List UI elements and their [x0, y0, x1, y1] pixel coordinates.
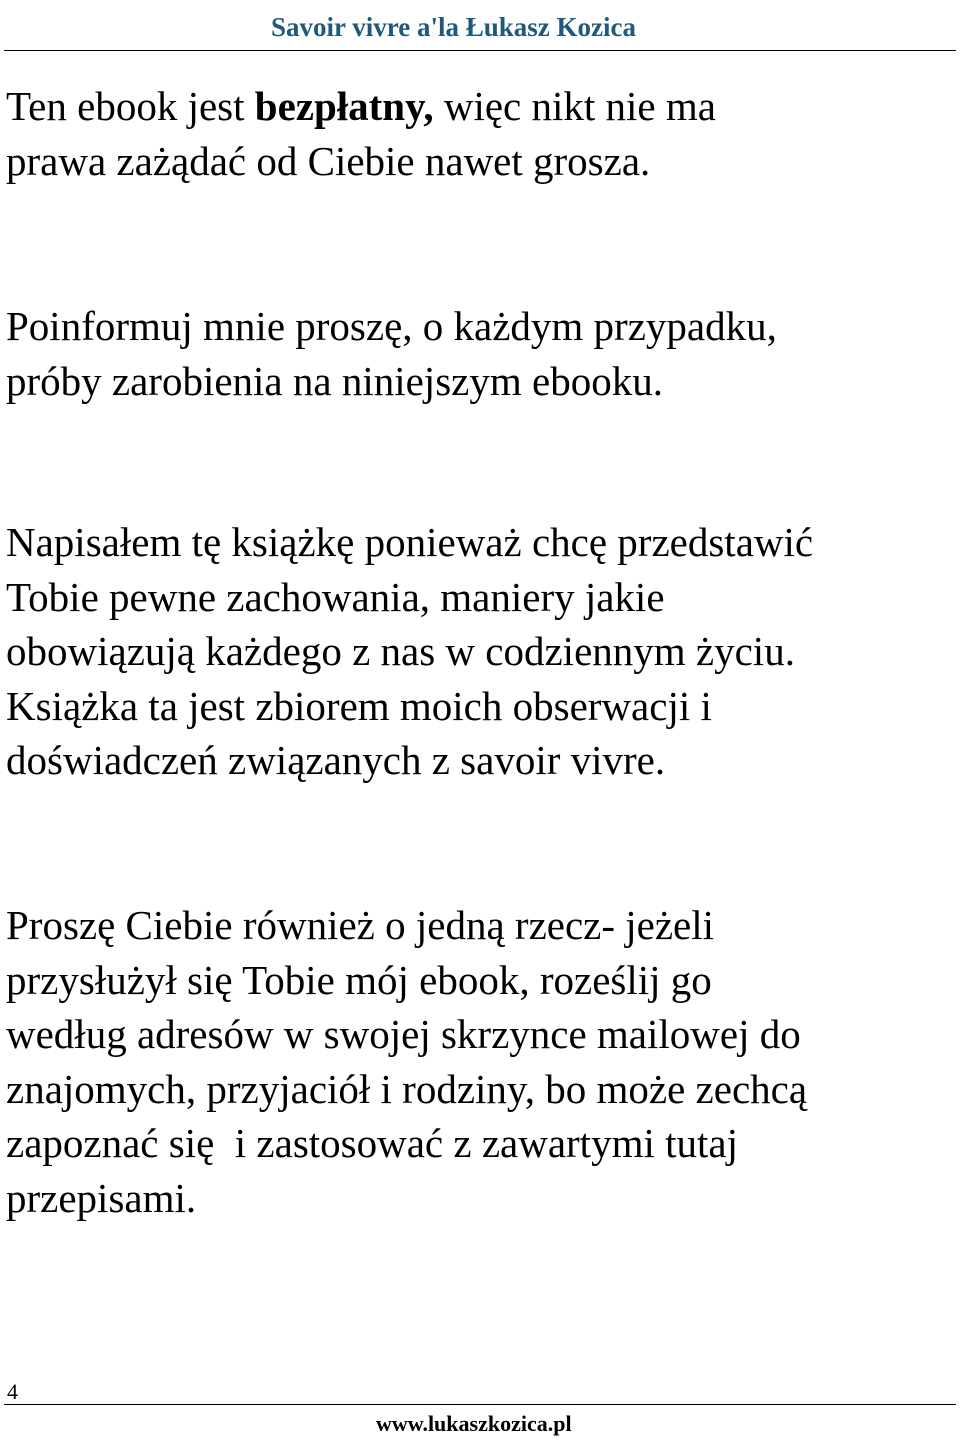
paragraph-line: przysłużył się Tobie mój ebook, roześlij go: [6, 956, 712, 1003]
paragraph-line: według adresów w swojej skrzynce mailowej do: [6, 1011, 801, 1057]
paragraph-free-ebook: [6, 79, 716, 188]
paragraph-line: Tobie pewne zachowania, maniery jakie: [6, 573, 665, 620]
text-run: Ten ebook jest: [6, 83, 255, 129]
header-title: Savoir vivre a'la Łukasz Kozica: [271, 12, 637, 42]
paragraph-purpose: [6, 515, 813, 788]
paragraph-line: obowiązują każdego z nas w codziennym życiu.: [6, 628, 795, 674]
page-footer: [4, 1404, 956, 1443]
page-number: 4: [7, 1379, 18, 1404]
paragraph-line: doświadczeń związanych z savoir vivre.: [6, 737, 666, 783]
paragraph-request: [6, 898, 807, 1225]
paragraph-line: zapoznać się i zastosować z zawartymi tutaj: [6, 1120, 738, 1166]
paragraph-line: Proszę Ciebie również o jedną rzecz- jeżeli: [6, 902, 715, 948]
page-header: [4, 0, 956, 51]
paragraph-notify: [6, 299, 777, 408]
paragraph-line: Napisałem tę książkę ponieważ chcę przedstawić: [6, 519, 814, 565]
paragraph-line: Książka ta jest zbiorem moich obserwacji i: [6, 682, 712, 729]
paragraph-line: przepisami.: [6, 1174, 197, 1221]
bold-text: bezpłatny,: [254, 83, 434, 129]
paragraph-line: prawa zażądać od Ciebie nawet grosza.: [6, 137, 651, 184]
paragraph-line: próby zarobienia na niniejszym ebooku.: [6, 357, 663, 404]
text-run: więc nikt nie ma: [433, 83, 716, 129]
paragraph-line: znajomych, przyjaciół i rodziny, bo może zechcą: [6, 1065, 808, 1112]
paragraph-line: Poinformuj mnie proszę, o każdym przypadku,: [6, 303, 777, 349]
paragraph-line: [6, 79, 716, 134]
footer-url: www.lukaszkozica.pl: [376, 1411, 572, 1436]
